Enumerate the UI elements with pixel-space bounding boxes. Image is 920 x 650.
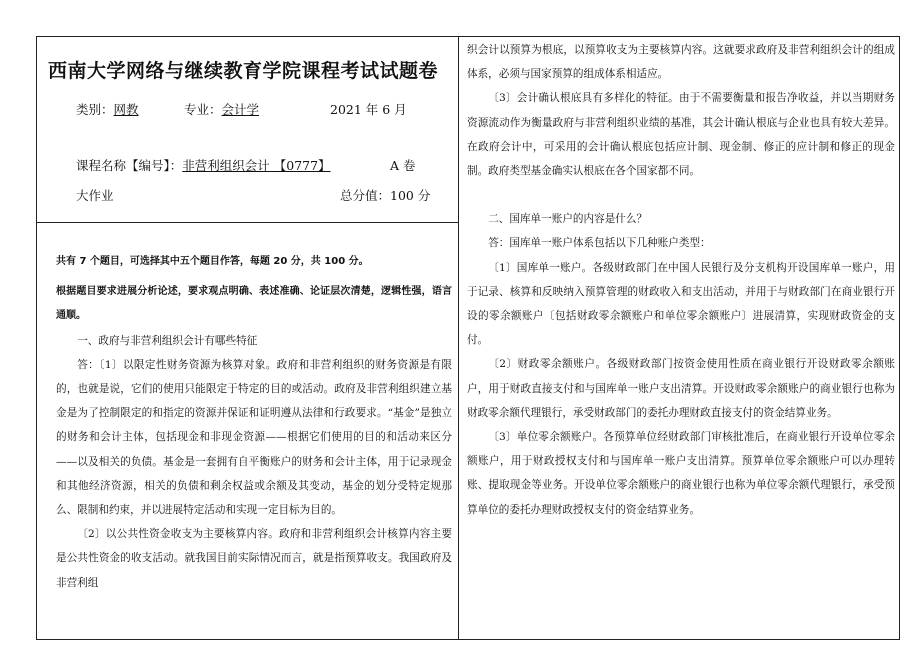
instruction-requirements: 根据题目要求进展分析论述，要求观点明确、表述准确、论证层次清楚，逻辑性强，语言通顺。 — [56, 286, 452, 322]
answer-2-intro: 答：国库单一账户体系包括以下几种账户类型： — [488, 237, 711, 250]
answer-1-point-1: 答：〔1〕以限定性财务资源为核算对象。政府和非营利组织的财务资源是有限的，也就是说，它们的使用只能限定于特定的目的或活动。政府及非营利组织建立基金是为了控制限定的和指定的资源并保证和证明遵从法律和行政要求。“基金”是独立的财务和会计主体，包括现金和非现金资源——根据它们使用的目的和活动来区分——以及相关的负债。基金是一套拥有自平衡账户的财务和会计主体，用于记录现金和其他经济资源，相关的负债和剩余权益或余额及其变动，基金的划分受特定规那么、限制和约束，并以进展特定活动和实现一定目标为目的。 — [56, 358, 452, 517]
instruction-count: 共有 7 个题目，可选择其中五个题目作答，每题 20 分，共 100 分。 — [56, 256, 369, 267]
exam-date: 2021 年 6 月 — [330, 102, 407, 117]
category-value: 网教 — [113, 102, 139, 117]
course-label: 课程名称【编号】： — [76, 158, 183, 173]
major-value: 会计学 — [221, 102, 260, 117]
answer-1-point-3: 〔3〕会计确认根底具有多样化的特征。由于不需要衡量和报告净收益，并以当期财务资源流动作为衡量政府与非营利组织业绩的基准，其会计确认根底与企业也具有较大差异。在政府会计中，可采用的会计确认根底包括应计制、现金制、修正的应计制和修正的现金制。政府类型基金确实认根底在各个国家都不同。 — [467, 92, 895, 178]
answer-2-point-3: 〔3〕单位零余额账户。各预算单位经财政部门审核批准后，在商业银行开设单位零余额账户，用于财政授权支付和与国库单一账户支出清算。预算单位零余额账户可以办理转账、提取现金等业务。开设单位零余额账户的商业银行也称为单位零余额代理银行，承受预算单位的委托办理财政授权支付的资金结算业务。 — [467, 431, 895, 516]
category-label: 类别： — [76, 102, 114, 117]
major — [184, 100, 259, 118]
answer-2-point-1: 〔1〕国库单一账户。各级财政部门在中国人民银行及分支机构开设国库单一账户，用于记录、核算和反映纳入预算管理的财政收入和支出活动，并用于与财政部门在商业银行开设的零余额账户〔包括财政零余额账户和单位零余额账户〕进展清算，实现财政资金的支付。 — [467, 261, 895, 347]
answer-1-point-2-continued: 织会计以预算为根底，以预算收支为主要核算内容。这就要求政府及非营利组织会计的组成体系，必须与国家预算的组成体系相适应。 — [467, 44, 895, 81]
question-2: 二、国库单一账户的内容是什么？ — [488, 213, 648, 226]
left-column — [36, 36, 458, 640]
right-body — [467, 38, 895, 522]
page-title: 西南大学网络与继续教育学院课程考试试题卷 — [48, 60, 439, 82]
exam-type: 大作业 — [76, 188, 114, 203]
paper-version: A 卷 — [390, 158, 416, 173]
total-score: 总分值：100 分 — [340, 188, 431, 203]
major-label: 专业： — [184, 102, 222, 117]
category — [76, 100, 139, 118]
question-1: 一、政府与非营利组织会计有哪些特征 — [77, 334, 258, 347]
spacer — [467, 183, 895, 207]
answer-1-point-2: 〔2〕以公共性资金收支为主要核算内容。政府和非营利组织会计核算内容主要是公共性资金的收支活动。就我国目前实际情况而言，就是指预算收支。我国政府及非营利组 — [56, 528, 452, 589]
left-body — [56, 250, 452, 595]
right-column — [459, 36, 900, 640]
course — [76, 156, 331, 174]
course-value: 非营利组织会计 【0777】 — [182, 158, 331, 173]
answer-2-point-2: 〔2〕财政零余额账户。各级财政部门按资金使用性质在商业银行开设财政零余额账户，用于财政直接支付和与国库单一账户支出清算。开设财政零余额账户的商业银行也称为财政零余额代理银行，承受财政部门的委托办理财政直接支付的资金结算业务。 — [467, 358, 895, 419]
